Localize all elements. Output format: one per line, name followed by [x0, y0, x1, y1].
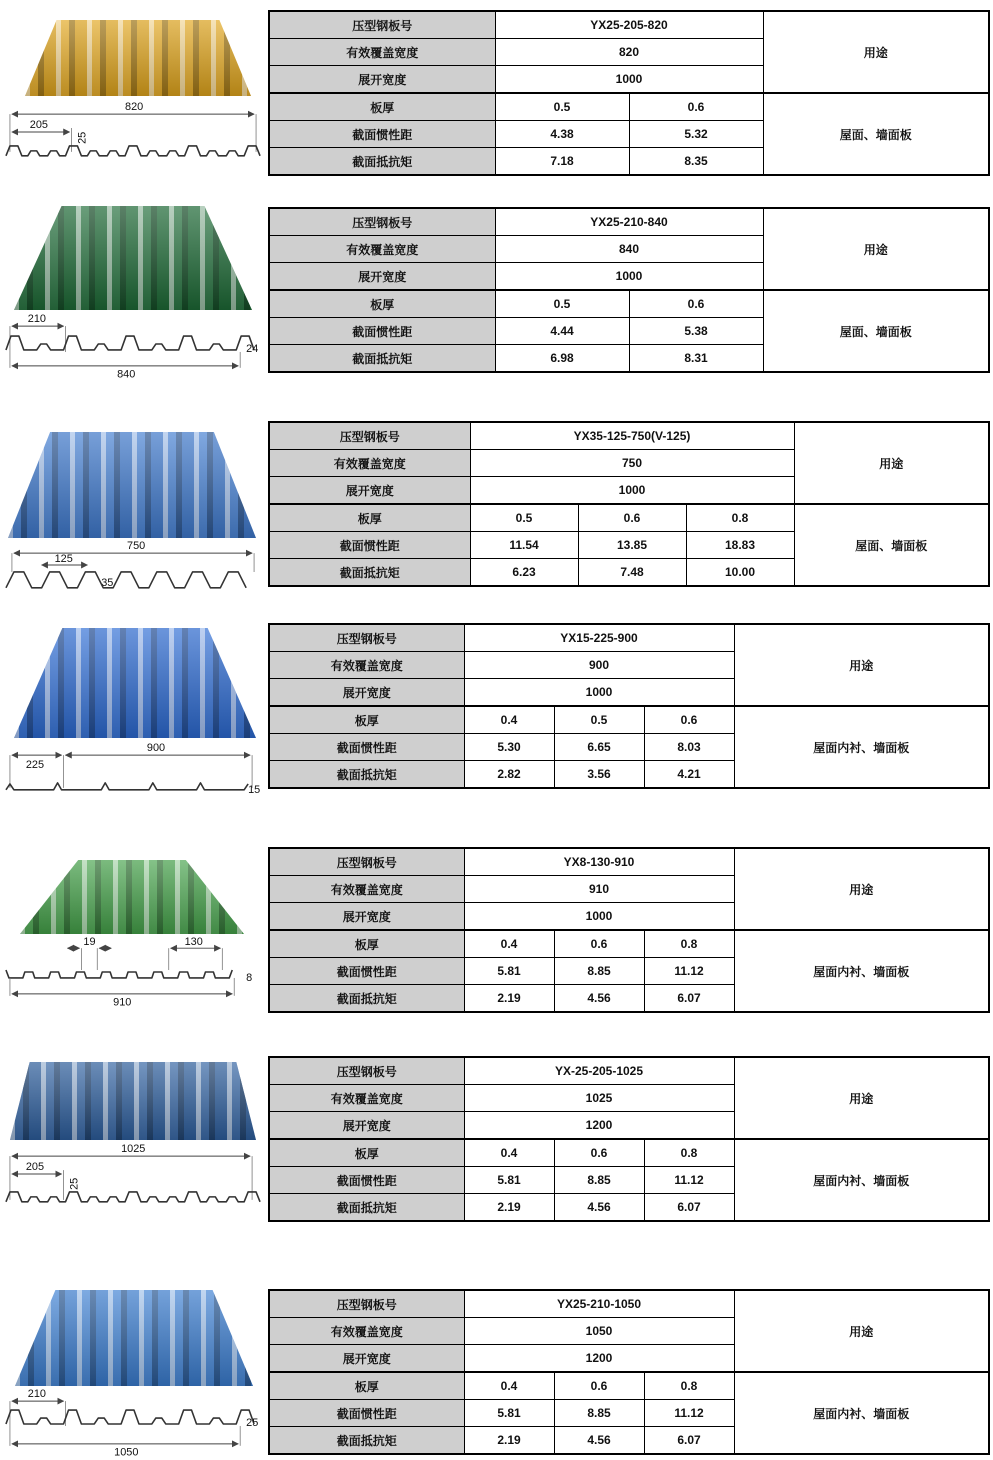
value-resistance-2: 6.07: [644, 985, 734, 1013]
value-resistance-0: 2.82: [464, 761, 554, 789]
value-thickness-0: 0.4: [464, 1139, 554, 1167]
profile-diagram-1: [2, 98, 264, 168]
sheet-photo-darkgreen: [14, 206, 252, 310]
row-label-inertia: 截面惯性距: [269, 1167, 464, 1194]
spec-table-4: [268, 623, 990, 789]
value-resistance-2: 6.07: [644, 1194, 734, 1222]
row-label-resistance: 截面抵抗矩: [269, 1194, 464, 1222]
value-coverage: 1050: [464, 1318, 734, 1345]
row-label-resistance: 截面抵抗矩: [269, 985, 464, 1013]
sheet-ribs: [20, 860, 244, 934]
sheet-ribs: [25, 20, 251, 96]
dim-pitch: 210: [27, 1388, 47, 1401]
row-label-model: 压型钢板号: [269, 624, 464, 652]
spec-table-1: [268, 10, 990, 176]
value-inertia-1: 8.85: [554, 1400, 644, 1427]
profile-diagram-7: [2, 1386, 264, 1458]
value-inertia-1: 5.38: [629, 318, 763, 345]
dim-pitch: 130: [184, 936, 203, 949]
row-label-inertia: 截面惯性距: [269, 958, 464, 985]
value-inertia-0: 11.54: [470, 532, 578, 559]
value-coverage: 840: [495, 236, 763, 263]
spec-table-2: [268, 207, 990, 373]
value-unfolded: 1000: [470, 477, 794, 505]
usage-value: 屋面内衬、墙面板: [734, 930, 989, 1012]
value-inertia-0: 5.81: [464, 1167, 554, 1194]
row-label-resistance: 截面抵抗矩: [269, 1427, 464, 1455]
value-inertia-1: 8.85: [554, 1167, 644, 1194]
value-unfolded: 1200: [464, 1345, 734, 1373]
value-resistance-1: 3.56: [554, 761, 644, 789]
dim-pitch: 205: [25, 1161, 45, 1174]
value-resistance-2: 4.21: [644, 761, 734, 789]
dim-pitch: 210: [27, 313, 47, 326]
row-label-coverage: 有效覆盖宽度: [269, 1318, 464, 1345]
row-label-thickness: 板厚: [269, 930, 464, 958]
value-thickness-1: 0.6: [629, 93, 763, 121]
row-label-thickness: 板厚: [269, 706, 464, 734]
value-thickness-1: 0.6: [629, 290, 763, 318]
value-inertia-2: 11.12: [644, 1167, 734, 1194]
row-label-model: 压型钢板号: [269, 1290, 464, 1318]
row-label-inertia: 截面惯性距: [269, 734, 464, 761]
dim-total: 820: [125, 101, 144, 114]
usage-value: 屋面、墙面板: [794, 504, 989, 586]
value-inertia-1: 6.65: [554, 734, 644, 761]
row-label-coverage: 有效覆盖宽度: [269, 1085, 464, 1112]
value-unfolded: 1200: [464, 1112, 734, 1140]
dim-total: 1050: [114, 1446, 139, 1458]
value-inertia-2: 18.83: [686, 532, 794, 559]
usage-header: 用途: [763, 208, 989, 290]
row-label-thickness: 板厚: [269, 1139, 464, 1167]
value-unfolded: 1000: [495, 263, 763, 291]
value-thickness-2: 0.6: [644, 706, 734, 734]
value-thickness-0: 0.5: [495, 93, 629, 121]
dim-total: 750: [127, 540, 146, 553]
value-coverage: 820: [495, 39, 763, 66]
row-label-inertia: 截面惯性距: [269, 532, 470, 559]
row-label-model: 压型钢板号: [269, 208, 495, 236]
row-label-coverage: 有效覆盖宽度: [269, 876, 464, 903]
usage-value: 屋面内衬、墙面板: [734, 706, 989, 788]
dim-height: 15: [248, 783, 261, 796]
profile-diagram-2: [2, 310, 264, 380]
value-thickness-2: 0.8: [686, 504, 794, 532]
value-coverage: 900: [464, 652, 734, 679]
usage-header: 用途: [734, 1057, 989, 1139]
row-label-thickness: 板厚: [269, 93, 495, 121]
value-resistance-2: 10.00: [686, 559, 794, 587]
row-label-thickness: 板厚: [269, 290, 495, 318]
dim-pitch: 225: [25, 759, 45, 771]
value-inertia-2: 11.12: [644, 958, 734, 985]
dim-total: 910: [113, 996, 132, 1009]
value-unfolded: 1000: [464, 679, 734, 707]
value-model: YX35-125-750(V-125): [470, 422, 794, 450]
spec-table-6: [268, 1056, 990, 1222]
row-label-thickness: 板厚: [269, 1372, 464, 1400]
value-thickness-2: 0.8: [644, 1372, 734, 1400]
row-label-unfolded: 展开宽度: [269, 1345, 464, 1373]
profile-diagram-5: [2, 936, 264, 1010]
value-thickness-1: 0.6: [554, 930, 644, 958]
row-label-coverage: 有效覆盖宽度: [269, 450, 470, 477]
sheet-photo-blue-ribbed: [15, 1290, 253, 1386]
dim-height: 25: [76, 131, 89, 144]
value-coverage: 1025: [464, 1085, 734, 1112]
usage-header: 用途: [734, 848, 989, 930]
value-thickness-0: 0.5: [470, 504, 578, 532]
value-resistance-1: 4.56: [554, 1427, 644, 1455]
value-coverage: 750: [470, 450, 794, 477]
value-resistance-0: 6.98: [495, 345, 629, 373]
usage-value: 屋面、墙面板: [763, 290, 989, 372]
value-model: YX25-205-820: [495, 11, 763, 39]
value-resistance-0: 7.18: [495, 148, 629, 176]
dim-rib: 19: [83, 936, 96, 949]
profile-diagram-3: [2, 538, 264, 590]
row-label-coverage: 有效覆盖宽度: [269, 39, 495, 66]
value-resistance-0: 2.19: [464, 1427, 554, 1455]
value-inertia-0: 4.38: [495, 121, 629, 148]
usage-value: 屋面、墙面板: [763, 93, 989, 175]
row-label-coverage: 有效覆盖宽度: [269, 652, 464, 679]
row-label-model: 压型钢板号: [269, 1057, 464, 1085]
value-model: YX8-130-910: [464, 848, 734, 876]
row-label-resistance: 截面抵抗矩: [269, 148, 495, 176]
row-label-coverage: 有效覆盖宽度: [269, 236, 495, 263]
usage-header: 用途: [794, 422, 989, 504]
value-model: YX15-225-900: [464, 624, 734, 652]
dim-total: 1025: [121, 1143, 146, 1156]
usage-header: 用途: [734, 624, 989, 706]
value-coverage: 910: [464, 876, 734, 903]
value-inertia-0: 5.30: [464, 734, 554, 761]
sheet-ribs: [10, 1062, 256, 1140]
value-resistance-1: 8.35: [629, 148, 763, 176]
usage-header: 用途: [734, 1290, 989, 1372]
sheet-photo-green-liner: [20, 860, 244, 934]
sheet-photo-steelblue: [10, 1062, 256, 1140]
value-unfolded: 1000: [464, 903, 734, 931]
value-inertia-0: 4.44: [495, 318, 629, 345]
value-resistance-1: 4.56: [554, 1194, 644, 1222]
value-inertia-0: 5.81: [464, 1400, 554, 1427]
row-label-unfolded: 展开宽度: [269, 263, 495, 291]
value-resistance-0: 2.19: [464, 1194, 554, 1222]
value-inertia-1: 8.85: [554, 958, 644, 985]
profile-diagram-4: [2, 740, 264, 796]
value-thickness-2: 0.8: [644, 1139, 734, 1167]
dim-height: 25: [246, 1416, 259, 1429]
value-resistance-1: 8.31: [629, 345, 763, 373]
value-thickness-1: 0.6: [554, 1372, 644, 1400]
sheet-ribs: [14, 206, 252, 310]
value-thickness-1: 0.6: [554, 1139, 644, 1167]
value-inertia-2: 11.12: [644, 1400, 734, 1427]
row-label-resistance: 截面抵抗矩: [269, 345, 495, 373]
row-label-resistance: 截面抵抗矩: [269, 559, 470, 587]
value-thickness-0: 0.5: [495, 290, 629, 318]
value-thickness-0: 0.4: [464, 706, 554, 734]
value-thickness-2: 0.8: [644, 930, 734, 958]
value-model: YX25-210-1050: [464, 1290, 734, 1318]
row-label-inertia: 截面惯性距: [269, 318, 495, 345]
value-resistance-0: 2.19: [464, 985, 554, 1013]
value-thickness-1: 0.5: [554, 706, 644, 734]
dim-pitch: 125: [54, 553, 73, 566]
value-unfolded: 1000: [495, 66, 763, 94]
sheet-ribs: [8, 432, 256, 538]
dim-total: 900: [146, 742, 166, 755]
dim-height: 8: [246, 971, 253, 984]
sheet-photo-blue-corrugated: [8, 432, 256, 538]
dim-total: 840: [117, 368, 136, 380]
value-inertia-1: 5.32: [629, 121, 763, 148]
value-resistance-1: 4.56: [554, 985, 644, 1013]
value-inertia-2: 8.03: [644, 734, 734, 761]
sheet-photo-yellow: [25, 20, 251, 96]
value-resistance-2: 6.07: [644, 1427, 734, 1455]
value-inertia-1: 13.85: [578, 532, 686, 559]
row-label-model: 压型钢板号: [269, 11, 495, 39]
dim-height: 35: [101, 576, 114, 589]
row-label-model: 压型钢板号: [269, 848, 464, 876]
dim-height: 24: [246, 342, 259, 355]
row-label-unfolded: 展开宽度: [269, 477, 470, 505]
row-label-unfolded: 展开宽度: [269, 66, 495, 94]
value-thickness-0: 0.4: [464, 930, 554, 958]
value-inertia-0: 5.81: [464, 958, 554, 985]
sheet-ribs: [14, 628, 256, 738]
row-label-unfolded: 展开宽度: [269, 1112, 464, 1140]
row-label-model: 压型钢板号: [269, 422, 470, 450]
spec-table-5: [268, 847, 990, 1013]
row-label-thickness: 板厚: [269, 504, 470, 532]
dim-pitch: 205: [29, 119, 48, 132]
profile-diagram-6: [2, 1140, 264, 1218]
sheet-ribs: [15, 1290, 253, 1386]
value-thickness-0: 0.4: [464, 1372, 554, 1400]
value-model: YX25-210-840: [495, 208, 763, 236]
row-label-resistance: 截面抵抗矩: [269, 761, 464, 789]
value-thickness-1: 0.6: [578, 504, 686, 532]
row-label-unfolded: 展开宽度: [269, 903, 464, 931]
sheet-photo-blue-flat: [14, 628, 256, 738]
usage-value: 屋面内衬、墙面板: [734, 1139, 989, 1221]
spec-table-3: [268, 421, 990, 587]
usage-header: 用途: [763, 11, 989, 93]
row-label-inertia: 截面惯性距: [269, 1400, 464, 1427]
spec-table-7: [268, 1289, 990, 1455]
usage-value: 屋面内衬、墙面板: [734, 1372, 989, 1454]
row-label-unfolded: 展开宽度: [269, 679, 464, 707]
value-resistance-1: 7.48: [578, 559, 686, 587]
value-model: YX-25-205-1025: [464, 1057, 734, 1085]
row-label-inertia: 截面惯性距: [269, 121, 495, 148]
dim-height: 25: [68, 1177, 81, 1190]
value-resistance-0: 6.23: [470, 559, 578, 587]
